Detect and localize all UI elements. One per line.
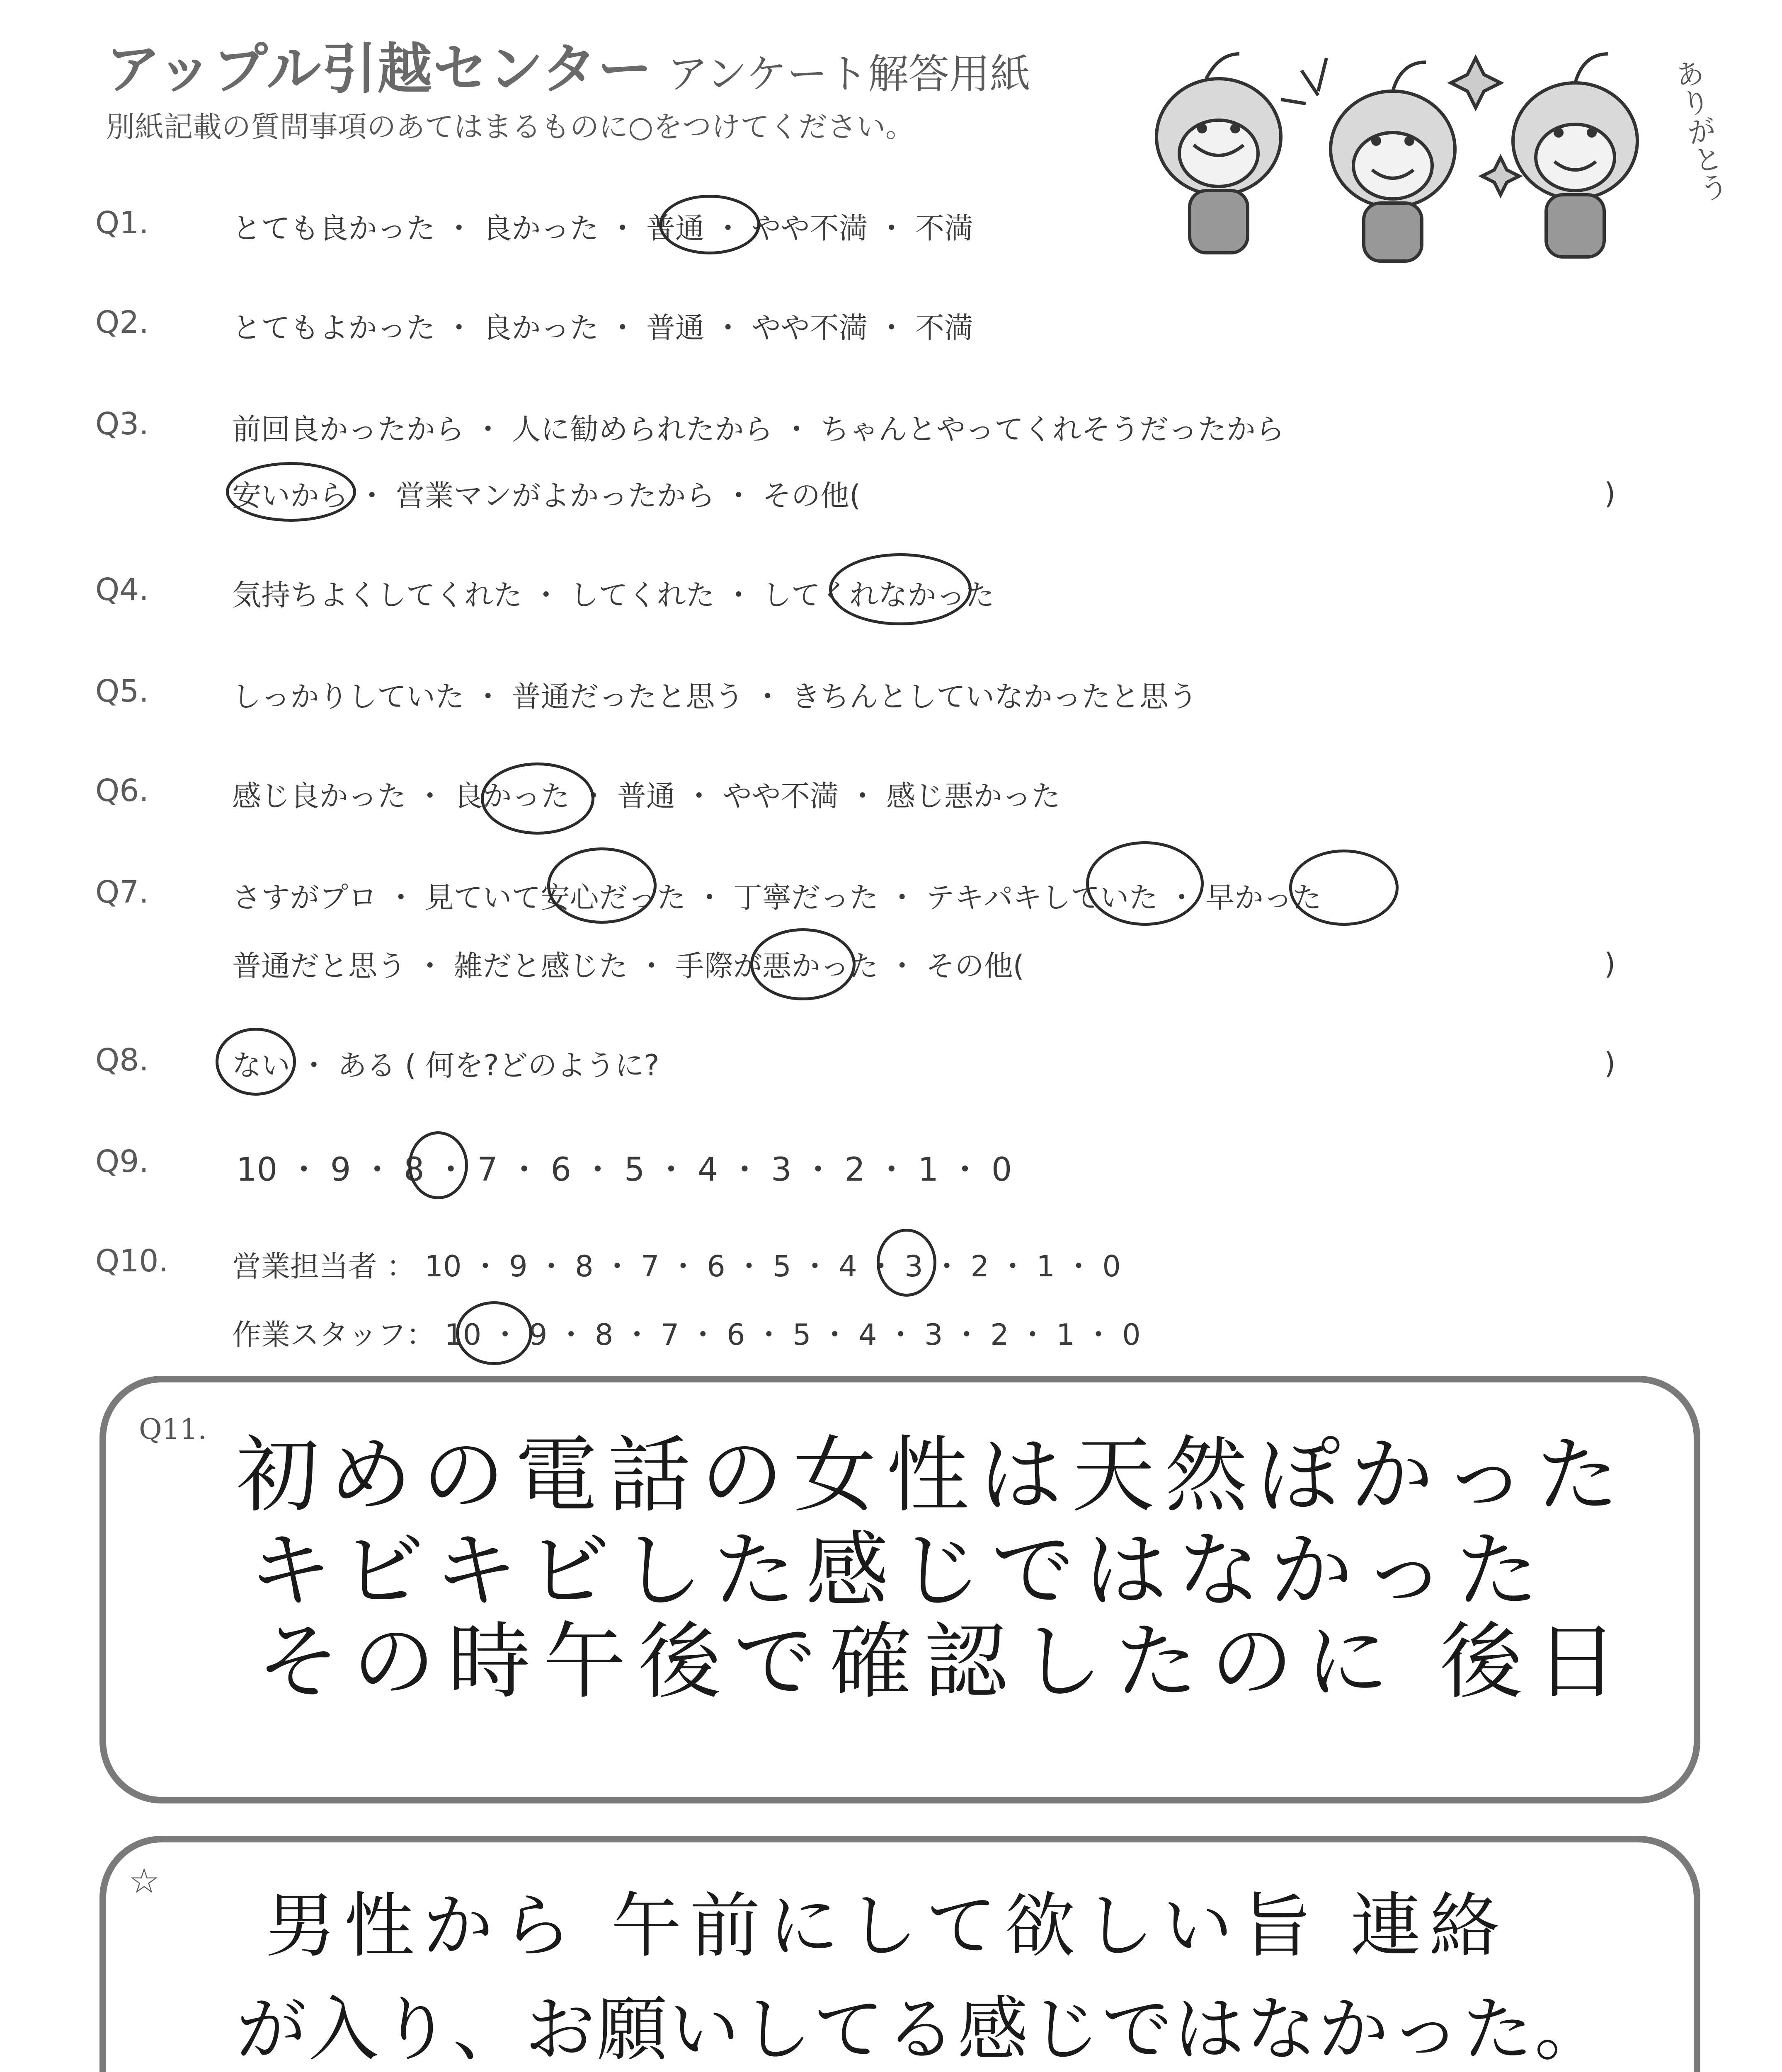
thanks-caption: ありがとう xyxy=(1668,56,1731,205)
monkey-mascots-illustration xyxy=(1144,33,1708,265)
q2-label: Q2. xyxy=(95,305,149,340)
q10-sales-scale: 営業担当者 ： 10 ・ 9 ・ 8 ・ 7 ・ 6 ・ 5 ・ 4 ・ 3 ・ 2 ・ 1 ・ 0 xyxy=(232,1249,1121,1283)
q5-label: Q5. xyxy=(95,673,149,709)
q4-label: Q4. xyxy=(95,572,149,608)
q9-scale: 10 ・ 9 ・ 8 ・ 7 ・ 6 ・ 5 ・ 4 ・ 3 ・ 2 ・ 1 ・ 0 xyxy=(236,1151,1012,1188)
star-icon: ☆ xyxy=(128,1861,160,1901)
q11-handwriting-line-1: 初めの電話の女性は天然ぽかった xyxy=(236,1427,1629,1524)
instruction-text: 別紙記載の質問事項のあてはまるものに○をつけてください。 xyxy=(106,110,915,144)
q6-label: Q6. xyxy=(95,773,149,808)
q4-answer-circle xyxy=(829,553,972,625)
q6-options: 感じ良かった ・ 良かった ・ 普通 ・ やや不満 ・ 感じ悪かった xyxy=(232,779,1061,813)
q9-label: Q9. xyxy=(95,1144,149,1179)
q7-options-line2: 普通だと思う ・ 雑だと感じた ・ 手際が悪かった ・ その他( xyxy=(232,949,1024,983)
q7-label: Q7. xyxy=(95,874,149,910)
q11-handwriting-line-3: その時午後で確認したのに 後日 xyxy=(257,1614,1631,1710)
q9-answer-circle xyxy=(408,1131,468,1199)
q5-options: しっかりしていた ・ 普通だったと思う ・ きちんとしていなかったと思う xyxy=(232,680,1198,714)
star-handwriting-line-1: 男性から 午前にして欲しい旨 連絡 xyxy=(265,1885,1508,1967)
q10-label: Q10. xyxy=(95,1243,168,1279)
q4-options: 気持ちよくしてくれた ・ してくれた ・ してくれなかった xyxy=(232,578,995,612)
form-subtitle: アンケート解答用紙 xyxy=(667,51,1031,98)
q10-staff-scale: 作業スタッフ： 10 ・ 9 ・ 8 ・ 7 ・ 6 ・ 5 ・ 4 ・ 3 ・ 2 ・ 1 ・ 0 xyxy=(232,1318,1141,1352)
q3-label: Q3. xyxy=(95,406,149,442)
q7-answer-circle-2 xyxy=(1086,841,1204,926)
q11-label: Q11. xyxy=(139,1413,207,1446)
q10-staff-answer-circle xyxy=(456,1301,532,1365)
q8-label: Q8. xyxy=(95,1042,149,1078)
q7-answer-circle-3 xyxy=(1289,850,1399,926)
q1-options: とても良かった ・ 良かった ・ 普通 ・ やや不満 ・ 不満 xyxy=(232,211,974,245)
q2-options: とてもよかった ・ 良かった ・ 普通 ・ やや不満 ・ 不満 xyxy=(232,311,974,345)
q11-handwriting-line-2: キビキビした感じではなかった xyxy=(249,1523,1549,1619)
form-title: アップル引越センター xyxy=(106,37,653,101)
q8-close-paren: ) xyxy=(1604,1046,1616,1080)
q7-answer-circle-1 xyxy=(547,847,657,924)
q3-close-paren: ) xyxy=(1604,477,1616,511)
q3-answer-circle xyxy=(226,462,356,522)
q3-options-line1: 前回良かったから ・ 人に勧められたから ・ ちゃんとやってくれそうだったから xyxy=(232,412,1285,446)
q7-close-paren: ) xyxy=(1604,947,1616,981)
q10-sales-answer-circle xyxy=(877,1229,936,1297)
star-handwriting-line-2: が入り、お願いしてる感じではなかった。 xyxy=(236,1989,1607,2071)
q6-answer-circle xyxy=(481,762,594,835)
q3-options-line2: 安いから ・ 営業マンがよかったから ・ その他( xyxy=(232,479,861,513)
q1-answer-circle xyxy=(659,195,760,254)
q1-label: Q1. xyxy=(95,205,149,241)
q8-answer-circle xyxy=(216,1028,296,1096)
q8-options: ない ・ ある ( 何を?どのように? xyxy=(232,1048,659,1082)
q7-answer-circle-4 xyxy=(750,928,856,1000)
q7-options-line1: さすがプロ ・ 見ていて安心だった ・ 丁寧だった ・ テキパキしていた ・ 早かった xyxy=(232,881,1322,915)
